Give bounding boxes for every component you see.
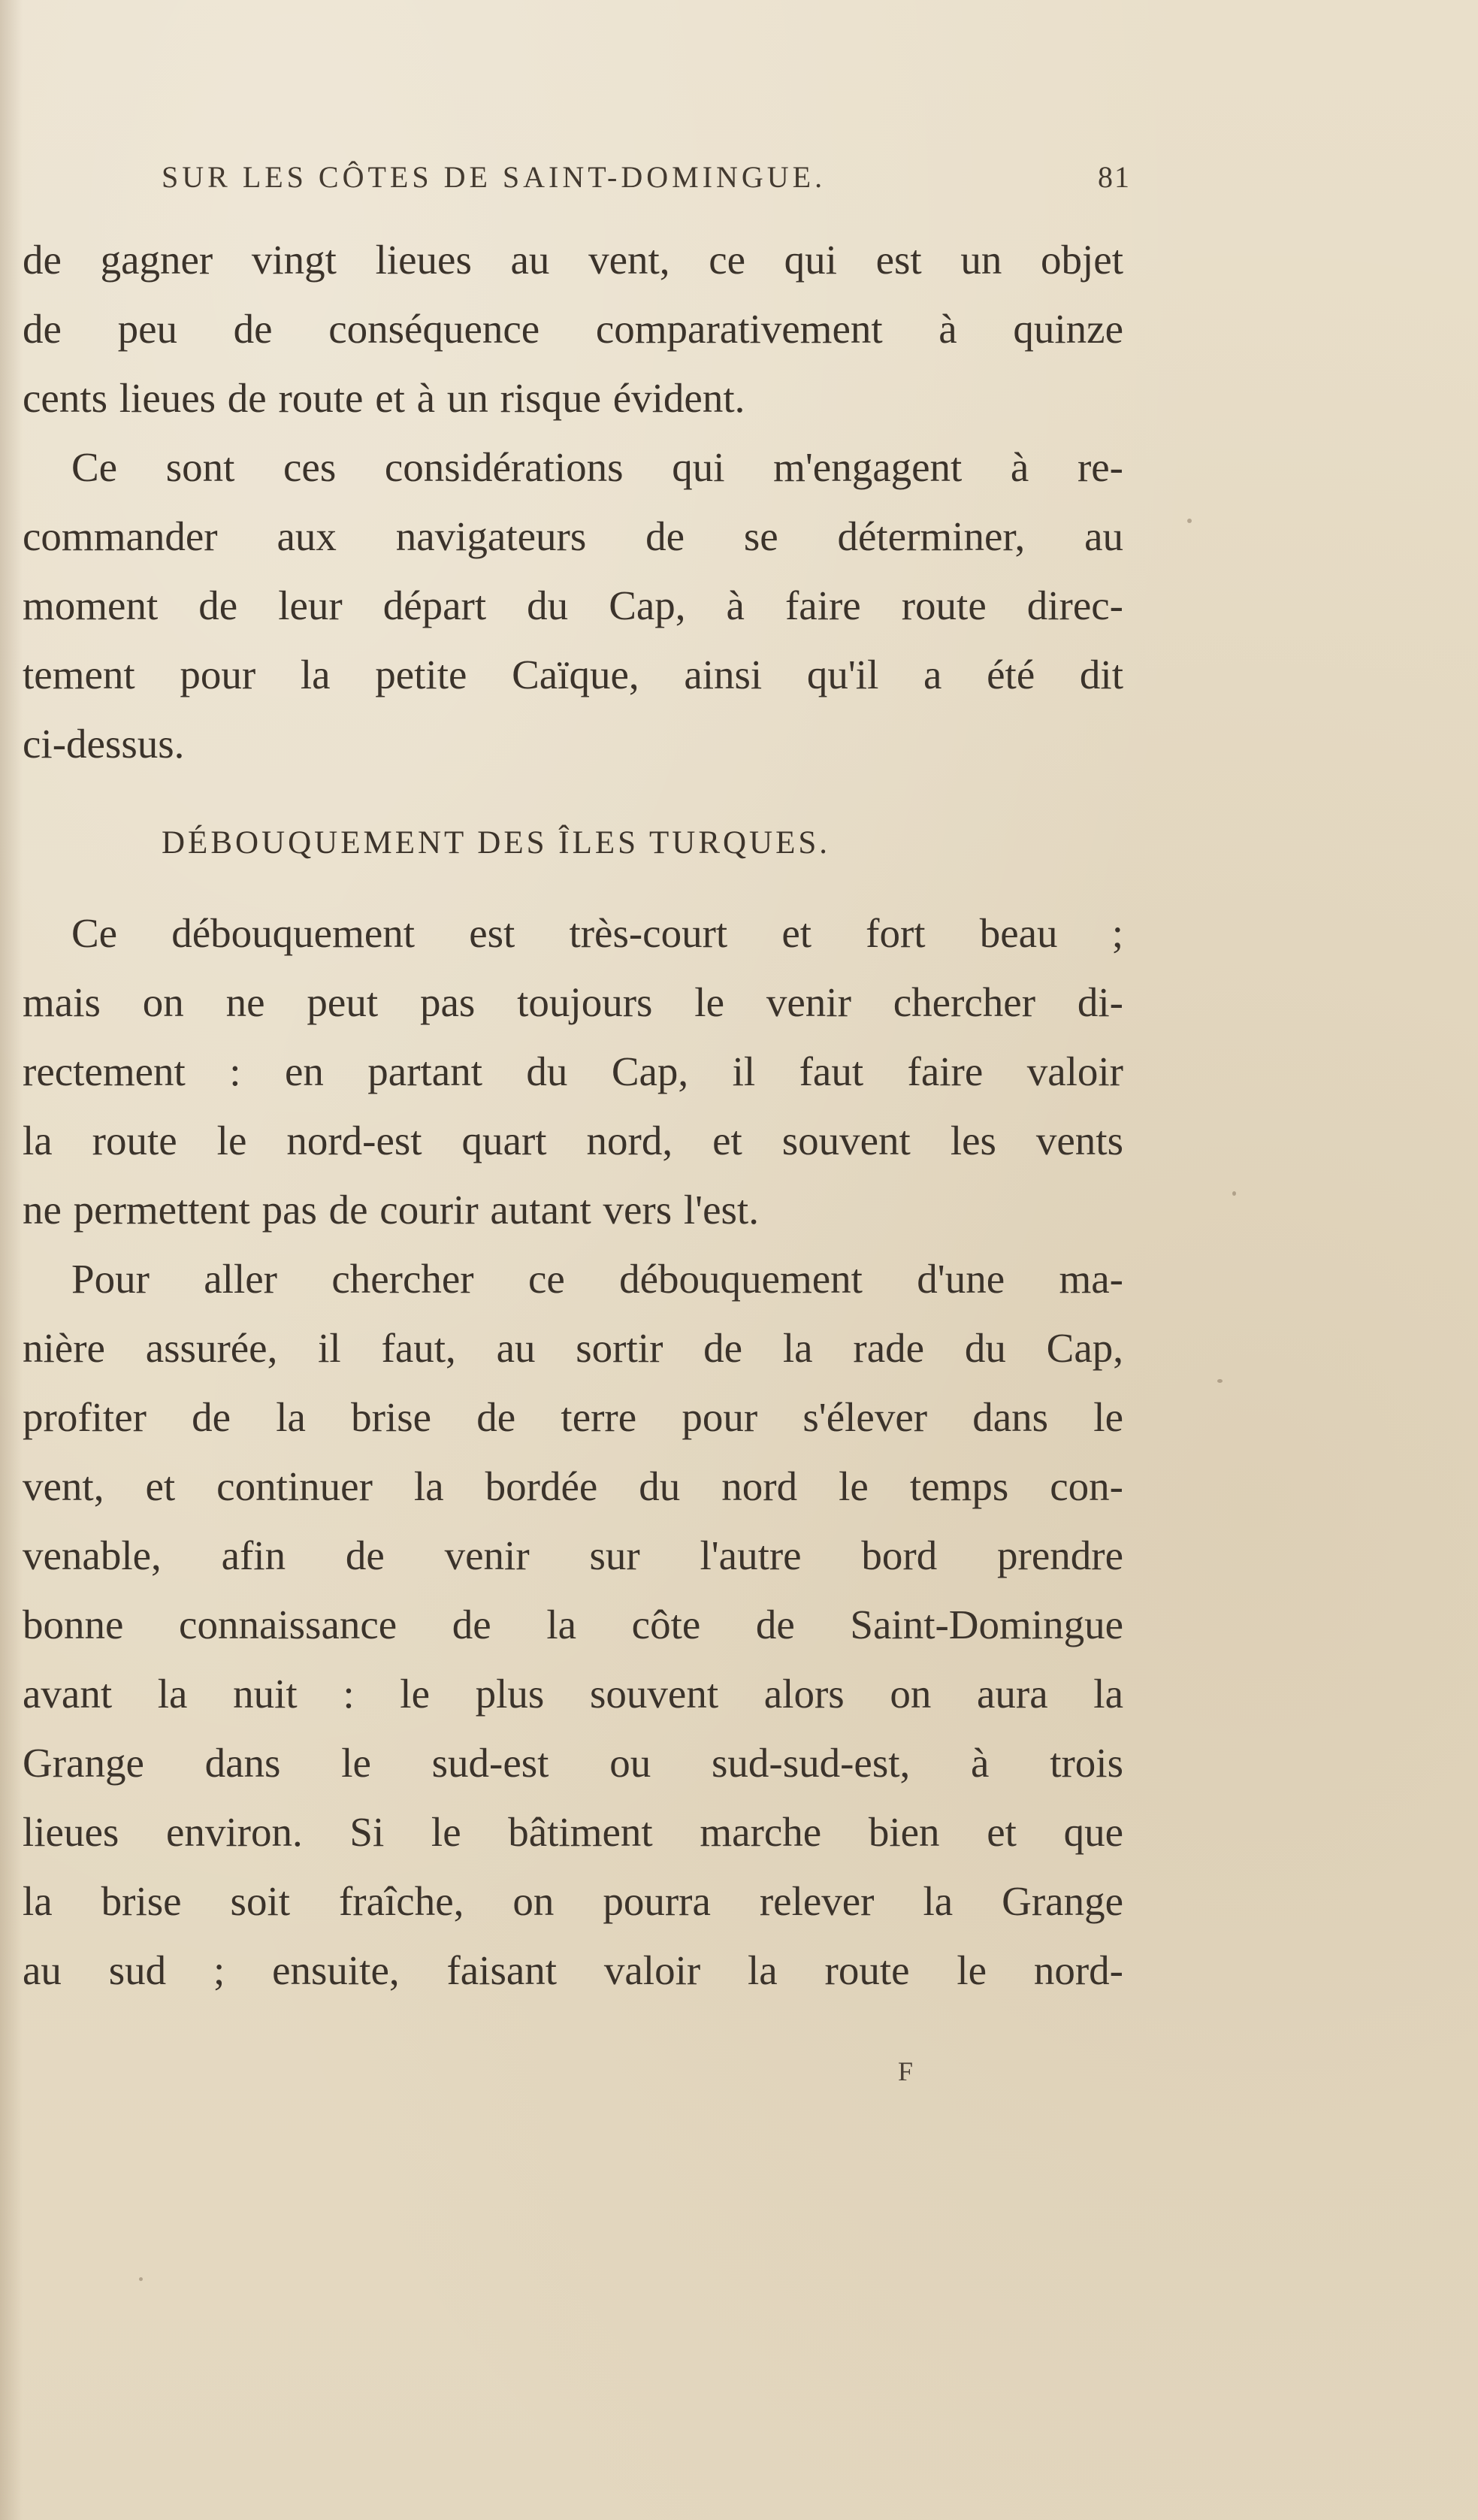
body-text xyxy=(23,225,1123,2005)
paragraph-2-line-1: Ce sont ces considérations qui m'engagent à re- xyxy=(71,444,1123,490)
paragraph-3-line-4: la route le nord-est quart nord, et souvent les vents xyxy=(23,1118,1123,1163)
paper-speck xyxy=(1187,519,1192,523)
paragraph-3-line-5: ne permettent pas de courir autant vers l'est. xyxy=(23,1187,759,1233)
paragraph-4-line-5: venable, afin de venir sur l'autre bord prendre xyxy=(23,1532,1123,1578)
paragraph-1-line-2: de peu de conséquence comparativement à quinze xyxy=(23,306,1123,352)
paragraph-2-line-4: tement pour la petite Caïque, ainsi qu'il a été dit xyxy=(23,652,1123,697)
paper-speck xyxy=(139,2277,143,2281)
paragraph-4-line-11: au sud ; ensuite, faisant valoir la route le nord- xyxy=(23,1947,1123,1993)
page-header xyxy=(162,159,1131,204)
paper-speck xyxy=(1217,1379,1223,1383)
page-number: 81 xyxy=(1098,160,1131,194)
paragraph-4-line-10: la brise soit fraîche, on pourra relever la Grange xyxy=(23,1878,1123,1924)
running-title: SUR LES CÔTES DE SAINT-DOMINGUE. xyxy=(162,160,827,194)
paragraph-4-line-7: avant la nuit : le plus souvent alors on aura la xyxy=(23,1671,1123,1717)
paragraph-2-line-3: moment de leur départ du Cap, à faire route direc- xyxy=(23,582,1123,628)
paragraph-4-line-8: Grange dans le sud-est ou sud-sud-est, à trois xyxy=(23,1740,1123,1786)
signature-mark: F xyxy=(898,2056,927,2086)
paragraph-3-line-1: Ce débouquement est très-court et fort beau ; xyxy=(71,910,1123,956)
paragraph-2-line-2: commander aux navigateurs de se déterminer, au xyxy=(23,513,1123,559)
paragraph-3-line-3: rectement : en partant du Cap, il faut faire valoir xyxy=(23,1048,1123,1094)
paragraph-2-line-5: ci-dessus. xyxy=(23,721,185,767)
paragraph-4-line-2: nière assurée, il faut, au sortir de la rade du Cap, xyxy=(23,1325,1123,1371)
paper-speck xyxy=(1232,1191,1236,1196)
paragraph-4-line-1: Pour aller chercher ce débouquement d'une ma- xyxy=(71,1256,1123,1302)
paragraph-1-line-3: cents lieues de route et à un risque évident. xyxy=(23,375,745,421)
page-gutter-shadow xyxy=(0,0,23,2520)
paragraph-1-line-1: de gagner vingt lieues au vent, ce qui est un objet xyxy=(23,237,1123,283)
section-heading: DÉBOUQUEMENT DES ÎLES TURQUES. xyxy=(162,825,831,861)
section-spacer xyxy=(23,779,1123,809)
paragraph-4-line-6: bonne connaissance de la côte de Saint-Domingue xyxy=(23,1602,1123,1647)
paragraph-4-line-4: vent, et continuer la bordée du nord le temps con- xyxy=(23,1463,1123,1509)
paragraph-4-line-3: profiter de la brise de terre pour s'élever dans le xyxy=(23,1394,1123,1440)
paragraph-4-line-9: lieues environ. Si le bâtiment marche bien et que xyxy=(23,1809,1123,1855)
section-spacer-after xyxy=(23,878,1123,899)
paragraph-3-line-2: mais on ne peut pas toujours le venir chercher di- xyxy=(23,979,1123,1025)
